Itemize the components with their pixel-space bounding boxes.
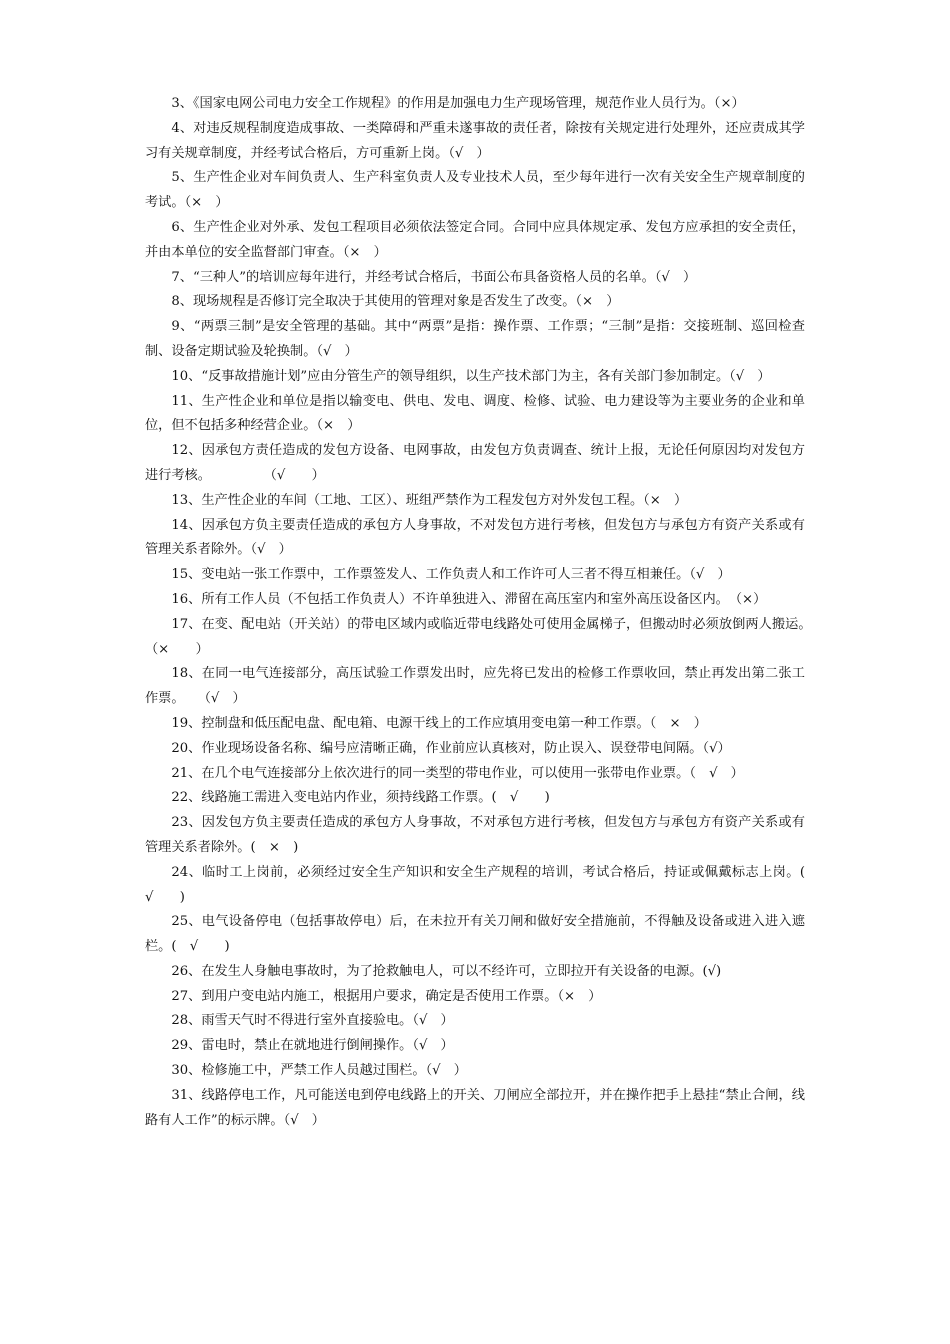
question-item: 21、在几个电气连接部分上依次进行的同一类型的带电作业，可以使用一张带电作业票。（ √ ） [171, 765, 744, 781]
question-item: 15、变电站一张工作票中，工作票签发人、工作负责人和工作许可人三者不得互相兼任。（√ ） [171, 567, 731, 583]
question-item: 31、线路停电工作，凡可能送电到停电线路上的开关、刀闸应全部拉开，并在操作把手上悬挂“禁止合闸，线路有人工作”的标示牌。（√ ） [145, 1087, 805, 1128]
question-item: 3、《国家电网公司电力安全工作规程》的作用是加强电力生产现场管理，规范作业人员行为。（×） [171, 96, 745, 111]
question-item: 16、所有工作人员（不包括工作负责人）不许单独进入、滞留在高压室内和室外高压设备区内。 （×） [171, 591, 767, 607]
question-item: 28、雨雪天气时不得进行室外直接验电。（√ ） [171, 1013, 454, 1029]
question-item: 29、雷电时，禁止在就地进行倒闸操作。（√ ） [171, 1038, 454, 1054]
question-item: 18、在同一电气连接部分，高压试验工作票发出时，应先将已发出的检修工作票收回，禁止再发出第二张工作票。 （√ ） [145, 666, 805, 707]
question-item: 13、生产性企业的车间（工地、工区）、班组严禁作为工程发包方对外发包工程。（× ） [171, 492, 688, 508]
question-item: 27、到用户变电站内施工，根据用户要求，确定是否使用工作票。（× ） [171, 988, 602, 1004]
question-item: 4、对违反规程制度造成事故、一类障碍和严重未遂事故的责任者，除按有关规定进行处理外，还应责成其学习有关规章制度，并经考试合格后，方可重新上岗。（√ ） [145, 120, 805, 161]
question-item: 17、在变、配电站（开关站）的带电区域内或临近带电线路处可使用金属梯子，但搬动时必须放倒两人搬运。 （× ） [145, 616, 832, 657]
question-item: 6、生产性企业对外承、发包工程项目必须依法签定合同。合同中应具体规定承、发包方应承担的安全责任，并由本单位的安全监督部门审查。（× ） [145, 219, 805, 260]
question-item: 8、现场规程是否修订完全取决于其使用的管理对象是否发生了改变。（× ） [171, 294, 620, 310]
document-body [145, 92, 832, 1133]
question-item: 22、线路施工需进入变电站内作业，须持线路工作票。( √ ) [171, 790, 550, 806]
question-item: 14、因承包方负主要责任造成的承包方人身事故，不对发包方进行考核，但发包方与承包方有资产关系或有管理关系者除外。（√ ） [145, 517, 805, 558]
question-item: 20、作业现场设备名称、编号应清晰正确，作业前应认真核对，防止误入、误登带电间隔。（√） [171, 740, 731, 756]
question-item: 24、临时工上岗前，必须经过安全生产知识和安全生产规程的培训，考试合格后，持证或佩戴标志上岗。( √ ) [145, 864, 819, 905]
question-item: 5、生产性企业对车间负责人、生产科室负责人及专业技术人员，至少每年进行一次有关安全生产规章制度的考试。（× ） [145, 170, 805, 211]
question-item: 19、控制盘和低压配电盘、配电箱、电源干线上的工作应填用变电第一种工作票。（ × ） [171, 715, 707, 731]
question-item: 12、因承包方责任造成的发包方设备、电网事故，由发包方负责调查、统计上报，无论任何原因均对发包方进行考核。 （√ ） [145, 443, 805, 483]
question-item: 10、“反事故措施计划”应由分管生产的领导组织，以生产技术部门为主，各有关部门参加制定。（√ ） [171, 368, 771, 384]
question-item: 26、在发生人身触电事故时，为了抢救触电人，可以不经许可，立即拉开有关设备的电源。(√) [171, 963, 722, 979]
question-item: 9、“两票三制”是安全管理的基础。其中“两票”是指：操作票、工作票；“三制”是指：交接班制、巡回检查制、设备定期试验及轮换制。（√ ） [145, 319, 805, 359]
question-item: 11、生产性企业和单位是指以输变电、供电、发电、调度、检修、试验、电力建设等为主要业务的企业和单位，但不包括多种经营企业。（× ） [145, 393, 805, 434]
question-item: 25、电气设备停电（包括事故停电）后，在未拉开有关刀闸和做好安全措施前，不得触及设备或进入进入遮栏。( √ ) [145, 914, 805, 955]
question-item: 7、“三种人”的培训应每年进行，并经考试合格后，书面公布具备资格人员的名单。（√ ） [171, 269, 697, 285]
question-item: 30、检修施工中，严禁工作人员越过围栏。（√ ） [171, 1063, 467, 1079]
question-item: 23、因发包方负主要责任造成的承包方人身事故，不对承包方进行考核，但发包方与承包方有资产关系或有管理关系者除外。( × ) [145, 815, 805, 855]
